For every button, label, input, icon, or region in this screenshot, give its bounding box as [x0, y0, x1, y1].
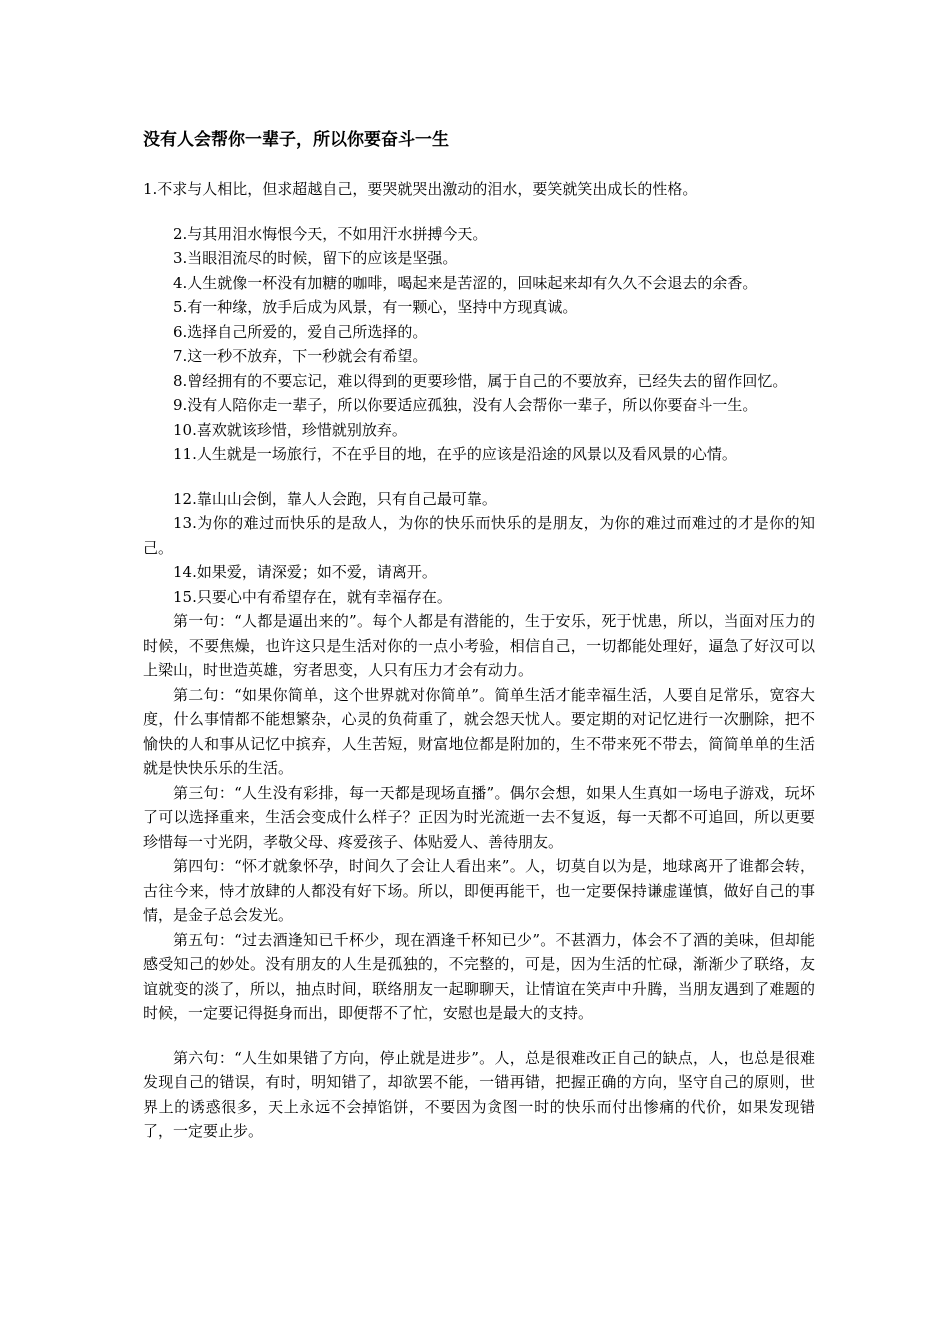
paragraph-5: 5.有一种缘，放手后成为风景，有一颗心，坚持中方现真诚。: [173, 298, 578, 316]
paragraph-8: 8.曾经拥有的不要忘记，难以得到的更要珍惜，属于自己的不要放弃，已经失去的留作回忆。: [173, 371, 788, 390]
paragraph-sentence-5: 第五句：“过去酒逢知已千杯少，现在酒逢千杯知已少”。不甚酒力，体会不了酒的美味，但却能感受知己的妙处。没有朋友的人生是孤独的，不完整的，可是，因为生活的忙碌，渐渐少了联络，友谊就变的淡了，所以，抽点时间，联络朋友一起聊聊天，让情谊在笑声中升腾，当朋友遇到了难题的时候，一定要记得挺身而出，即便帮不了忙，安慰也是最大的支持。: [143, 930, 815, 1022]
paragraph-14: 14.如果爱，请深爱；如不爱，请离开。: [173, 563, 437, 581]
paragraph-2: 2.与其用泪水悔恨今天，不如用汗水拼搏今天。: [173, 224, 488, 243]
paragraph-13: 13.为你的难过而快乐的是敌人，为你的快乐而快乐的是朋友，为你的难过而难过的才是你的知己。: [143, 514, 815, 557]
paragraph-11: 11.人生就是一场旅行，不在乎目的地，在乎的应该是沿途的风景以及看风景的心情。: [173, 445, 737, 463]
paragraph-12: 12.靠山山会倒，靠人人会跑，只有自己最可靠。: [173, 489, 497, 508]
paragraph-7: 7.这一秒不放弃，下一秒就会有希望。: [173, 347, 428, 365]
paragraph-15: 15.只要心中有希望存在，就有幸福存在。: [173, 587, 452, 606]
document-title: 没有人会帮你一辈子，所以你要奋斗一生: [143, 130, 449, 150]
paragraph-4: 4.人生就像一杯没有加糖的咖啡，喝起来是苦涩的，回味起来却有久久不会退去的余香。: [173, 273, 758, 292]
document-page: [143, 120, 815, 1144]
paragraph-3: 3.当眼泪流尽的时候，留下的应该是坚强。: [173, 249, 458, 267]
paragraph-6: 6.选择自己所爱的，爱自己所选择的。: [173, 322, 428, 341]
paragraph-sentence-6: 第六句：“人生如果错了方向，停止就是进步”。人，总是很难改正自己的缺点，人，也总是很难发现自己的错误，有时，明知错了，却欲罢不能，一错再错，把握正确的方向，坚守自己的原则，世界上的诱惑很多，天上永远不会掉馅饼，不要因为贪图一时的快乐而付出惨痛的代价，如果发现错了，一定要止步。: [143, 1048, 815, 1140]
paragraph-sentence-3: 第三句：“人生没有彩排，每一天都是现场直播”。偶尔会想，如果人生真如一场电子游戏，玩坏了可以选择重来，生活会变成什么样子？正因为时光流逝一去不复返，每一天都不可追回，所以更要珍惜每一寸光阴，孝敬父母、疼爱孩子、体贴爱人、善待朋友。: [143, 783, 815, 851]
paragraph-sentence-2: 第二句：“如果你简单，这个世界就对你简单”。简单生活才能幸福生活，人要自足常乐，宽容大度，什么事情都不能想繁杂，心灵的负荷重了，就会怨天忧人。要定期的对记忆进行一次删除，把不愉快的人和事从记忆中摈弃，人生苦短，财富地位都是附加的，生不带来死不带去，简简单单的生活就是快快乐乐的生活。: [143, 685, 815, 777]
paragraph-sentence-1: 第一句：“人都是逼出来的”。每个人都是有潜能的，生于安乐，死于忧患，所以，当面对压力的时候，不要焦燥，也许这只是生活对你的一点小考验，相信自己，一切都能处理好，逼急了好汉可以上梁山，时世造英雄，穷者思变，人只有压力才会有动力。: [143, 612, 815, 679]
paragraph-9: 9.没有人陪你走一辈子，所以你要适应孤独，没有人会帮你一辈子，所以你要奋斗一生。: [173, 396, 758, 414]
paragraph-10: 10.喜欢就该珍惜，珍惜就别放弃。: [173, 420, 407, 439]
paragraph-sentence-4: 第四句：“怀才就象怀孕，时间久了会让人看出来”。人，切莫自以为是，地球离开了谁都会转，古往今来，恃才放肆的人都没有好下场。所以，即便再能干，也一定要保持谦虚谨慎，做好自己的事情，是金子总会发光。: [143, 857, 815, 924]
paragraph-1: 1.不求与人相比，但求超越自己，要哭就哭出激动的泪水，要笑就笑出成长的性格。: [143, 180, 698, 198]
